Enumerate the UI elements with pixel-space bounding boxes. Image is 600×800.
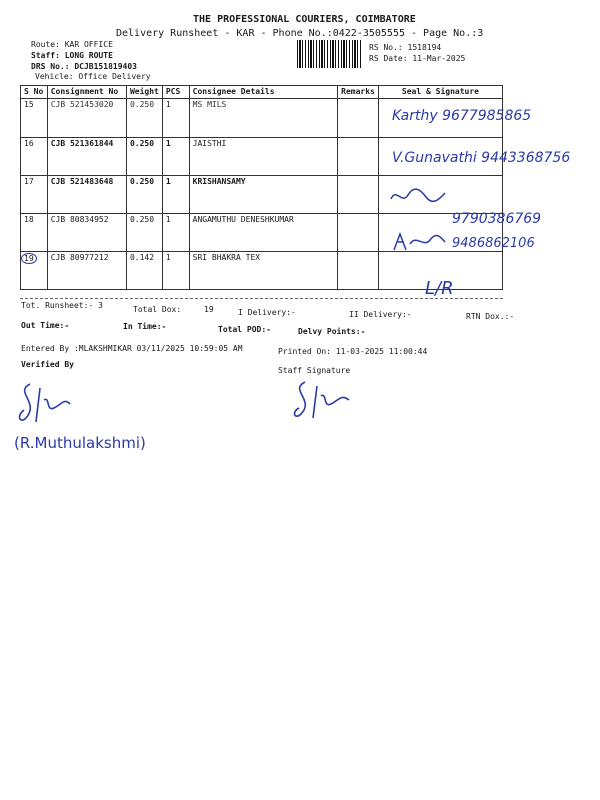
cell-sno: 18 — [21, 214, 48, 252]
col-weight: Weight — [126, 86, 162, 99]
runsheet-subtitle: Delivery Runsheet - KAR - Phone No.:0422-3505555 - Page No.:3 — [116, 28, 484, 39]
drs-number: DRS No.: DCJB151819403 — [31, 62, 137, 71]
cell-sno — [21, 252, 48, 290]
cell-pcs: 1 — [162, 252, 189, 290]
table-header-row — [21, 86, 503, 99]
cell-consignee: MS MILS — [189, 99, 338, 138]
cell-remarks — [338, 252, 379, 290]
rtn-dox: RTN Dox.:- — [466, 312, 515, 321]
verifier-signature — [10, 378, 80, 428]
staff-signature-label: Staff Signature — [278, 366, 351, 375]
total-pod: Total POD:- — [218, 325, 271, 334]
barcode — [297, 40, 363, 68]
cell-consignment: CJB 80977212 — [47, 252, 126, 290]
cell-sno: 16 — [21, 138, 48, 176]
handwritten-name: (R.Muthulakshmi) — [14, 434, 146, 452]
cell-consignee: JAISTHI — [189, 138, 338, 176]
out-time: Out Time:- — [21, 321, 70, 330]
signature-text-row19: L/R — [425, 278, 454, 299]
in-time: In Time:- — [123, 322, 167, 331]
signature-scribble-row18 — [390, 230, 448, 254]
route-label: Route: KAR OFFICE — [31, 40, 113, 49]
signature-text-row15: Karthy 9677985865 — [392, 108, 532, 124]
col-remarks: Remarks — [338, 86, 379, 99]
vehicle-label: Vehicle: Office Delivery — [35, 72, 151, 81]
signature-text-row17: 9790386769 — [452, 211, 542, 227]
signature-scribble-row17 — [388, 185, 448, 207]
cell-weight: 0.142 — [126, 252, 162, 290]
col-sno: S No — [21, 86, 48, 99]
col-seal-signature: Seal & Signature — [378, 86, 502, 99]
total-dox-label: Total Dox: — [133, 305, 182, 314]
total-dox-value: 19 — [204, 305, 214, 314]
cell-weight: 0.250 — [126, 176, 162, 214]
cell-sno: 17 — [21, 176, 48, 214]
cell-pcs: 1 — [162, 176, 189, 214]
delvy-points: Delvy Points:- — [298, 327, 366, 336]
col-consignee: Consignee Details — [189, 86, 338, 99]
cell-pcs: 1 — [162, 99, 189, 138]
ii-delivery: II Delivery:- — [349, 310, 412, 319]
cell-remarks — [338, 214, 379, 252]
cell-pcs: 1 — [162, 214, 189, 252]
col-pcs: PCS — [162, 86, 189, 99]
cell-remarks — [338, 138, 379, 176]
rs-date: RS Date: 11-Mar-2025 — [369, 54, 466, 63]
entered-by: Entered By :MLAKSHMIKAR 03/11/2025 10:59:05 AM — [21, 344, 243, 353]
cell-pcs: 1 — [162, 138, 189, 176]
cell-weight: 0.250 — [126, 138, 162, 176]
cell-consignee: SRI BHAKRA TEX — [189, 252, 338, 290]
staff-signature — [283, 378, 358, 423]
cell-consignment: CJB 80834952 — [47, 214, 126, 252]
printed-on: Printed On: 11-03-2025 11:00:44 — [278, 347, 428, 356]
cell-remarks — [338, 99, 379, 138]
cell-consignee: KRISHANSAMY — [189, 176, 338, 214]
cell-consignment: CJB 521361844 — [47, 138, 126, 176]
signature-text-row16: V.Gunavathi 9443368756 — [392, 150, 571, 166]
cell-sno: 15 — [21, 99, 48, 138]
tot-runsheet: Tot. Runsheet:- 3 — [21, 301, 103, 310]
col-consignment: Consignment No — [47, 86, 126, 99]
separator-line — [20, 298, 503, 299]
cell-consignment: CJB 521453020 — [47, 99, 126, 138]
cell-weight: 0.250 — [126, 214, 162, 252]
company-title: THE PROFESSIONAL COURIERS, COIMBATORE — [193, 14, 416, 25]
signature-text-row18: 9486862106 — [452, 236, 535, 251]
rs-number: RS No.: 1518194 — [369, 43, 442, 52]
cell-consignment: CJB 521483648 — [47, 176, 126, 214]
verified-by-label: Verified By — [21, 360, 74, 369]
cell-weight: 0.250 — [126, 99, 162, 138]
circled-serial: 19 — [21, 253, 37, 264]
cell-consignee: ANGAMUTHU DENESHKUMAR — [189, 214, 338, 252]
i-delivery: I Delivery:- — [238, 308, 296, 317]
staff-label: Staff: LONG ROUTE — [31, 51, 113, 60]
cell-remarks — [338, 176, 379, 214]
